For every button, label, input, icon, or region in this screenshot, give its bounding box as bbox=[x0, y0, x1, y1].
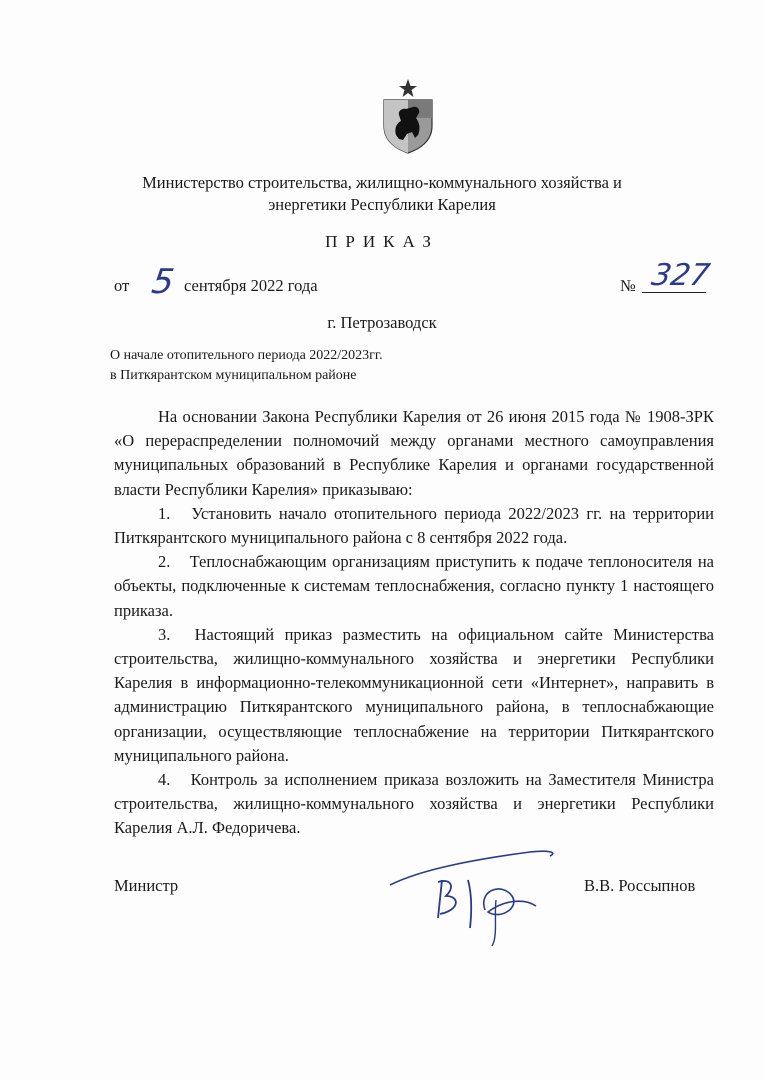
ministry-name-line-2: энергетики Республики Карелия bbox=[268, 195, 496, 214]
date-month-year: сентября 2022 года bbox=[184, 276, 318, 295]
handwritten-signature bbox=[380, 840, 580, 950]
item-number: 1. bbox=[158, 503, 171, 523]
item-text: Контроль за исполнением приказа возложить на Заместителя Министра строительства, жилищно-коммунального хозяйства и энергетики Республики Карелия А.Л. Федоричева. bbox=[114, 770, 715, 838]
item-number: 4. bbox=[158, 770, 171, 790]
signatory-role: Министр bbox=[114, 876, 179, 895]
signatory-name: В.В. Россыпнов bbox=[584, 876, 696, 895]
order-body bbox=[114, 405, 714, 841]
subject-line-1: О начале отопительного периода 2022/2023гг. bbox=[110, 348, 383, 363]
item-text: Установить начало отопительного периода 2022/2023 гг. на территории Питкярантского муниципального района с 8 сентября 2022 года. bbox=[114, 503, 714, 548]
karelia-coat-of-arms-icon bbox=[379, 78, 437, 154]
item-text: Теплоснабжающим организациям приступить к подаче теплоносителя на объекты, подключенные к системам теплоснабжения, согласно пункту 1 настоящего приказа. bbox=[114, 552, 714, 620]
item-number: 2. bbox=[158, 552, 171, 572]
subject-line-2: в Питкярантском муниципальном районе bbox=[110, 368, 357, 383]
ministry-name-line-1: Министерство строительства, жилищно-коммунального хозяйства и bbox=[142, 173, 622, 192]
order-subject bbox=[110, 346, 383, 386]
order-item bbox=[114, 502, 714, 550]
item-number: 3. bbox=[158, 624, 171, 644]
ministry-name bbox=[100, 172, 664, 216]
order-item bbox=[114, 768, 714, 841]
city: г. Петрозаводск bbox=[327, 313, 437, 332]
number-sign: № bbox=[620, 276, 636, 295]
order-item bbox=[114, 623, 714, 768]
preamble-paragraph: На основании Закона Республики Карелия от 26 июня 2015 года № 1908-ЗРК «О перераспределении полномочий между органами местного самоуправления муниципальных образований в Республике Карелия и органами государственной власти Республики Карелия» приказываю: bbox=[114, 407, 714, 499]
handwritten-day: 5 bbox=[149, 262, 177, 302]
item-text: Настоящий приказ разместить на официальном сайте Министерства строительства, жилищно-коммунального хозяйства и энергетики Республики Карелия в информационно-телекоммуникационной сети «Интернет», направить в администрацию Питкярантского муниципального района, в теплоснабжающие организации, осуществляющие теплоснабжение на территории Питкярантского муниципального района. bbox=[114, 624, 715, 765]
handwritten-order-number: 327 bbox=[648, 258, 713, 293]
order-item bbox=[114, 550, 714, 623]
date-from-label: от bbox=[114, 276, 130, 295]
order-title: ПРИКАЗ bbox=[325, 232, 439, 251]
